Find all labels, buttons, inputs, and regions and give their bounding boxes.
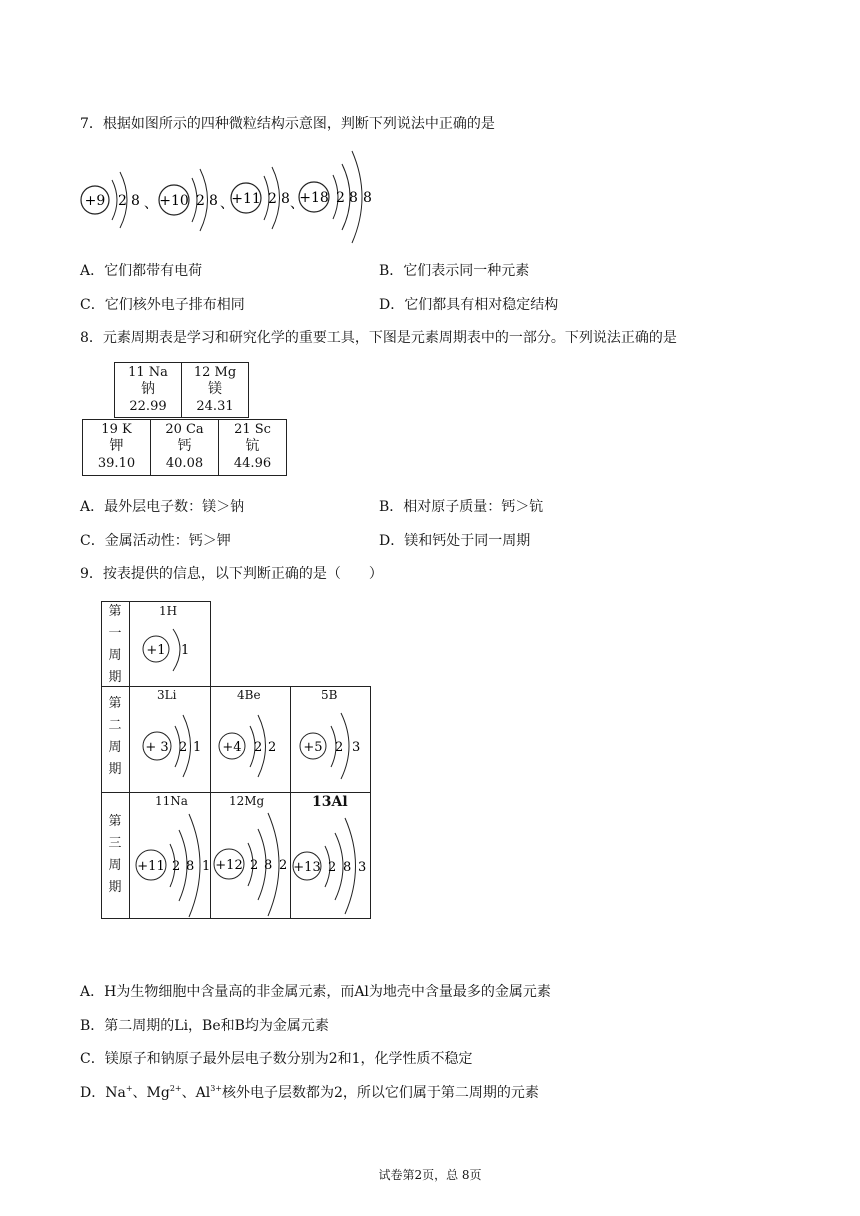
nucleus-charge: +12 [215,858,243,873]
q9-option-a[interactable]: A．H为生物细胞中含量高的非金属元素，而Al为地壳中含量最多的金属元素 [80,984,551,1000]
shell-electrons: 2 [172,859,181,874]
period-label-3: 第 三 周 期 [108,814,122,895]
q7-particle-diagrams [78,145,398,259]
atom-label: 11Na [155,794,188,808]
shell-electrons: 8 [343,860,352,875]
atom-diagram-b [300,713,360,779]
atom-label: 3Li [157,688,177,702]
separator: 、 [290,196,304,212]
element-symbol: 21 Sc [234,422,271,437]
atom-diagram-be [219,715,276,777]
nucleus-charge: +9 [84,193,106,209]
shell-electrons: 8 [131,193,140,209]
shell-electrons: 8 [349,190,358,206]
shell-electrons: 8 [281,191,290,207]
shell-electrons: 3 [358,860,367,875]
atom-diagram-li [143,715,201,777]
element-symbol: 19 K [101,422,132,437]
element-cell-ca [150,419,219,476]
shell-electrons: 2 [268,191,277,207]
nucleus-charge: +5 [303,740,323,755]
q8-option-b[interactable]: B．相对原子质量：钙＞钪 [379,499,544,515]
element-name: 钠 [141,381,155,397]
element-name: 钪 [245,438,260,454]
shell-electrons: 2 [250,858,259,873]
shell-electrons: 2 [268,740,277,755]
q7-option-c[interactable]: C．它们核外电子排布相同 [80,297,245,313]
atom-diagram-na [136,814,210,917]
atom-diagram-h [143,629,189,671]
period-label-1: 第 一 周 期 [108,604,122,685]
period-label-2: 第 二 周 期 [108,696,122,777]
shell-electrons: 2 [335,740,344,755]
element-mass: 22.99 [129,399,167,414]
element-symbol: 11 Na [128,365,168,380]
q8-option-a[interactable]: A．最外层电子数：镁＞钠 [80,499,245,515]
atom-label: 12Mg [229,794,265,808]
q7-option-d[interactable]: D．它们都具有相对稳定结构 [379,297,559,313]
particle-diagram [231,167,290,229]
q9-option-c[interactable]: C．镁原子和钠原子最外层电子数分别为2和1，化学性质不稳定 [80,1051,473,1067]
element-symbol: 20 Ca [165,422,204,437]
question-7-stem: 7．根据如图所示的四种微粒结构示意图，判断下列说法中正确的是 [80,116,495,132]
question-8-stem: 8．元素周期表是学习和研究化学的重要工具，下图是元素周期表中的一部分。下列说法正确的是 [80,330,677,346]
q8-option-c[interactable]: C．金属活动性：钙＞钾 [80,533,231,549]
nucleus-charge: +4 [222,740,242,755]
shell-electrons: 2 [196,193,205,209]
nucleus-charge: +11 [231,191,261,207]
particle-diagram [81,172,140,228]
q9-period-table [101,601,371,919]
q9-atom-diagrams [101,601,371,919]
element-name: 钾 [109,438,124,454]
q7-structure-svg [78,145,398,255]
element-mass: 24.31 [196,399,234,414]
shell-electrons: 2 [328,860,337,875]
shell-electrons: 8 [264,858,273,873]
particle-diagram [299,151,372,243]
question-9-stem: 9．按表提供的信息，以下判断正确的是（ ） [80,566,383,582]
atom-diagram-al [293,818,366,914]
element-mass: 44.96 [233,456,272,471]
nucleus-charge: +10 [159,193,189,209]
element-symbol: 12 Mg [193,365,237,380]
q7-option-b[interactable]: B．它们表示同一种元素 [379,263,530,279]
q8-option-d[interactable]: D．镁和钙处于同一周期 [379,533,531,549]
shell-electrons: 8 [186,859,195,874]
element-cell-k [82,419,151,476]
atom-label: 4Be [237,688,261,702]
element-name: 钙 [177,438,192,454]
particle-diagram [159,169,218,231]
shell-electrons: 8 [363,190,372,206]
q9-option-d[interactable]: D．Na+、$Mg^{2+}$、$Al^{3+}$核外电子层数都为2，所以它们属于第二周期的元素 [80,1084,539,1101]
separator: 、 [220,196,234,212]
page-footer: 试卷第2页，总 8页 [378,1168,482,1182]
nucleus-charge: +11 [137,859,165,874]
atom-label: 1H [159,604,178,618]
element-cell-sc [218,419,287,476]
element-mass: 40.08 [165,456,204,471]
shell-electrons: 2 [118,193,127,209]
shell-electrons: 1 [193,740,202,755]
q9-option-b[interactable]: B．第二周期的Li，Be和B均为金属元素 [80,1018,329,1034]
atom-diagram-mg [214,813,287,916]
element-name: 镁 [208,381,222,397]
shell-electrons: 2 [336,190,345,206]
shell-electrons: 2 [179,740,188,755]
atom-label: 13Al [312,794,348,810]
shell-electrons: 1 [181,643,190,658]
nucleus-charge: + 3 [145,740,169,755]
nucleus-charge: +1 [146,643,166,658]
separator: 、 [144,196,158,212]
q7-option-a[interactable]: A．它们都带有电荷 [80,263,203,279]
shell-electrons: 2 [279,858,288,873]
nucleus-charge: +13 [293,860,321,875]
element-mass: 39.10 [97,456,136,471]
shell-electrons: 3 [352,740,361,755]
shell-electrons: 1 [202,859,211,874]
nucleus-charge: +18 [299,190,329,206]
element-cell-na [114,362,182,418]
atom-label: 5B [321,688,338,702]
shell-electrons: 2 [254,740,263,755]
element-cell-mg [181,362,249,418]
shell-electrons: 8 [209,193,218,209]
